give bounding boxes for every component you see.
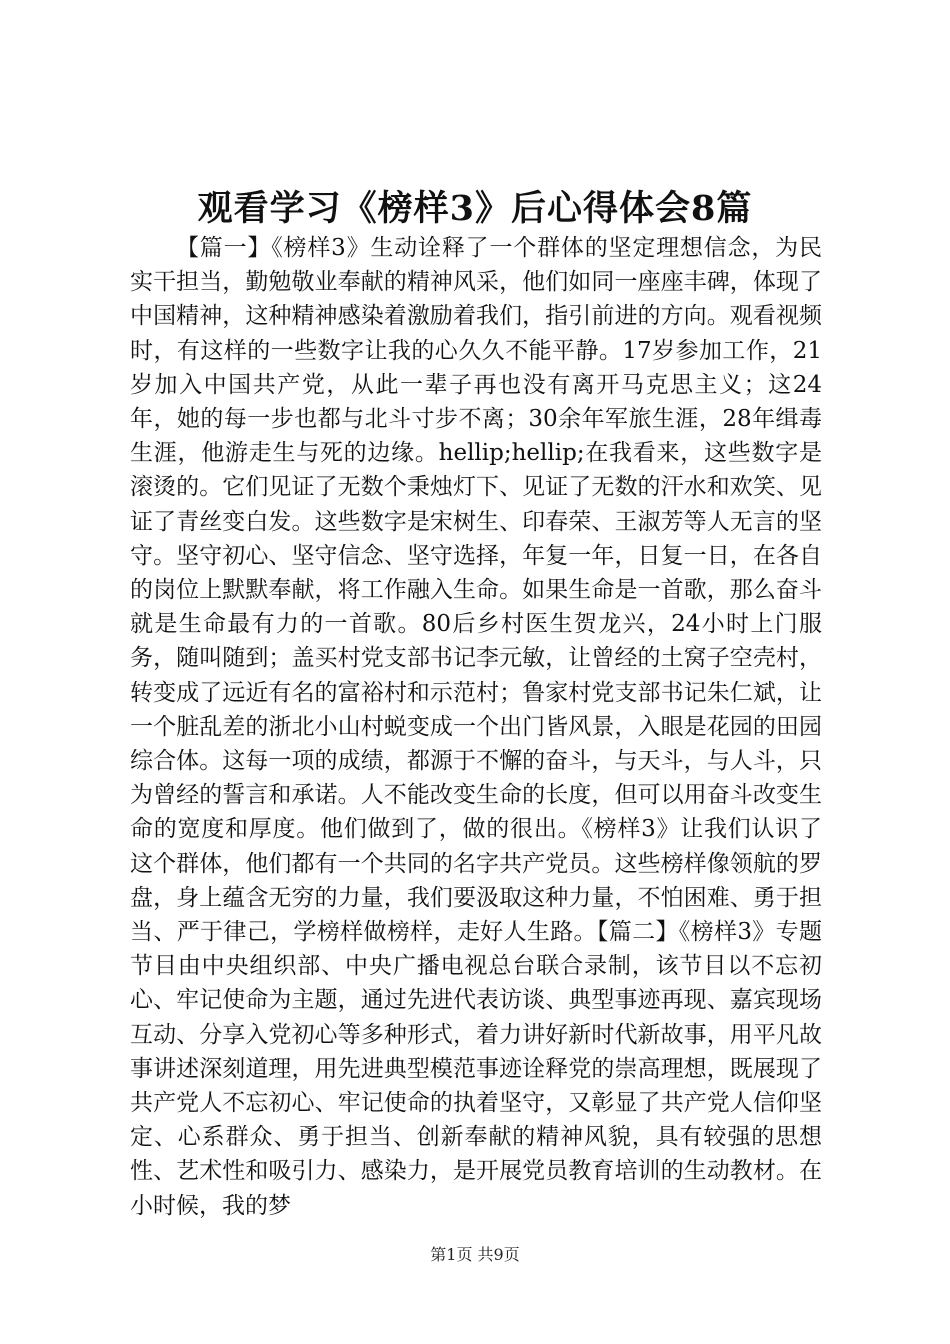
page-footer: 第1页 共9页 — [430, 1245, 520, 1264]
document-body: 【篇一】《榜样3》生动诠释了一个群体的坚定理想信念，为民实干担当，勤勉敬业奉献的精神风采，他们如同一座座丰碑，体现了中国精神，这种精神感染着激励着我们，指引前进的方向。观看视频时，有这样的一些数字让我的心久久不能平静。17岁参加工作，21岁加入中国共产党，从此一辈子再也没有离开马克思主义；这24年，她的每一步也都与北斗寸步不离；30余年军旅生涯，28年缉毒生涯，他游走生与死的边缘。hellip;hellip;在我看来，这些数字是滚烫的。它们见证了无数个秉烛灯下、见证了无数的汗水和欢笑、见证了青丝变白发。这些数字是宋树生、印春荣、王淑芳等人无言的坚守。坚守初心、坚守信念、坚守选择，年复一年，日复一日，在各自的岗位上默默奉献，将工作融入生命。如果生命是一首歌，那么奋斗就是生命最有力的一首歌。80后乡村医生贺龙兴，24小时上门服务，随叫随到；盖买村党支部书记李元敏，让曾经的土窝子空壳村，转变成了远近有名的富裕村和示范村；鲁家村党支部书记朱仁斌，让一个脏乱差的浙北小山村蜕变成一个出门皆风景，入眼是花园的田园综合体。这每一项的成绩，都源于不懈的奋斗，与天斗，与人斗，只为曾经的誓言和承诺。人不能改变生命的长度，但可以用奋斗改变生命的宽度和厚度。他们做到了，做的很出。《榜样3》让我们认识了这个群体，他们都有一个共同的名字共产党员。这些榜样像领航的罗盘，身上蕴含无穷的力量，我们要汲取这种力量，不怕困难、勇于担当、严于律己，学榜样做榜样，走好人生路。【篇二】《榜样3》专题节目由中央组织部、中央广播电视总台联合录制，该节目以不忘初心、牢记使命为主题，通过先进代表访谈、典型事迹再现、嘉宾现场互动、分享入党初心等多种形式，着力讲好新时代新故事，用平凡故事讲述深刻道理，用先进典型模范事迹诠释党的崇高理想，既展现了共产党人不忘初心、牢记使命的执着坚守，又彰显了共产党人信仰坚定、心系群众、勇于担当、创新奉献的精神风貌，具有较强的思想性、艺术性和吸引力、感染力，是开展党员教育培训的生动教材。在小时候，我的梦 — [130, 235, 822, 1219]
document-title: 观看学习《榜样3》后心得体会8篇 — [197, 188, 753, 229]
